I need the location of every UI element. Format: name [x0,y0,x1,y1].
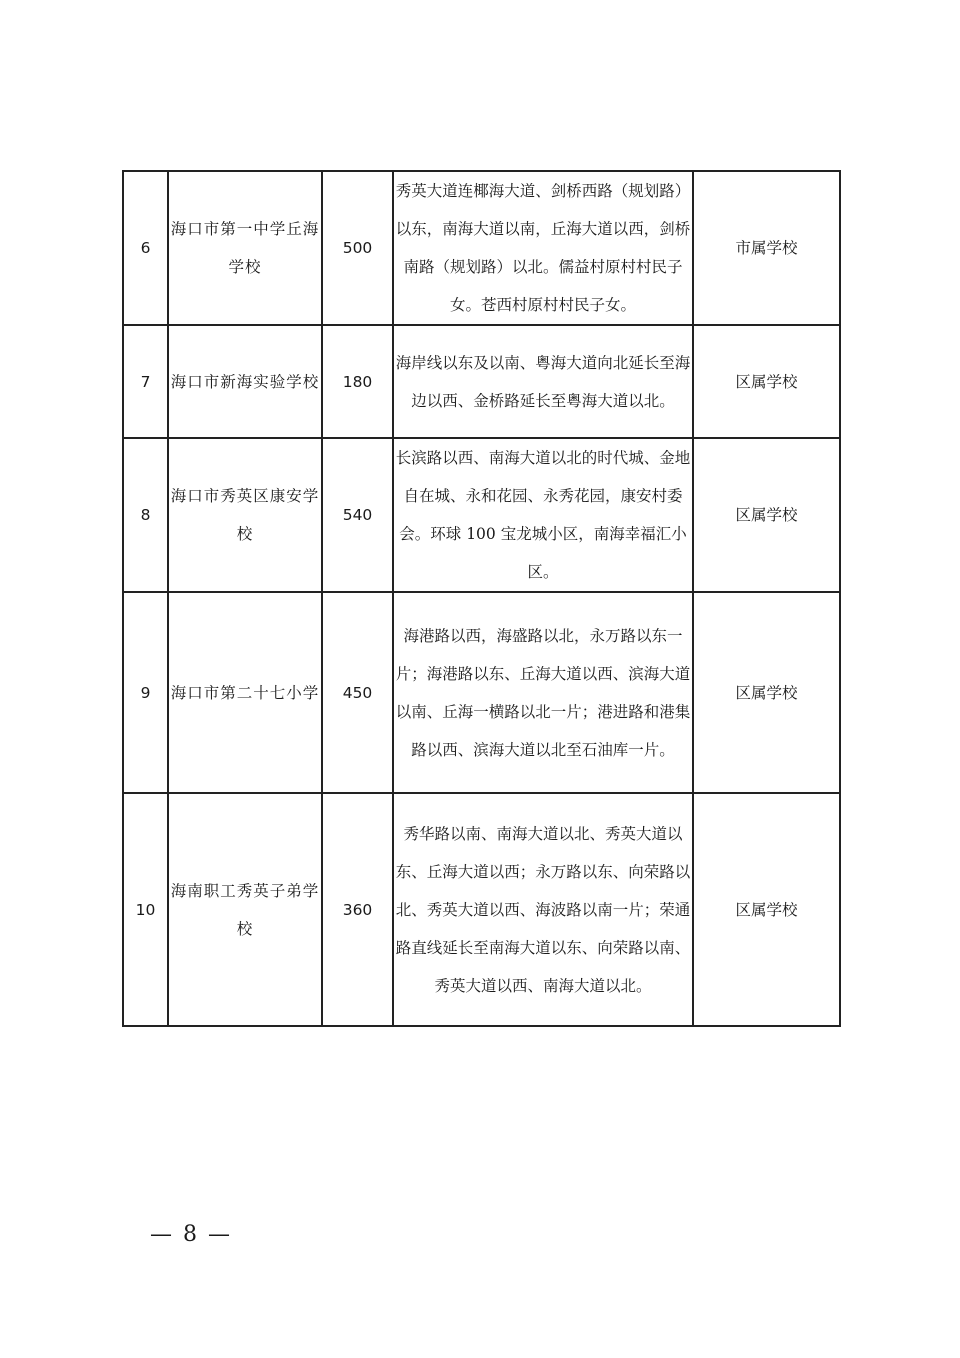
enrollment-capacity: 540 [322,438,393,592]
service-area: 长滨路以西、南海大道以北的时代城、金地自在城、永和花园、永秀花园，康安村委会。环球 100 宝龙城小区，南海幸福汇小区。 [393,438,693,592]
school-type: 区属学校 [693,438,840,592]
table-row [123,438,840,592]
row-number: 8 [123,438,168,592]
table-row [123,793,840,1026]
school-type: 区属学校 [693,325,840,438]
row-number: 9 [123,592,168,793]
school-type: 区属学校 [693,592,840,793]
service-area: 海岸线以东及以南、粤海大道向北延长至海边以西、金桥路延长至粤海大道以北。 [393,325,693,438]
service-area: 海港路以西，海盛路以北，永万路以东一片；海港路以东、丘海大道以西、滨海大道以南、丘海一横路以北一片；港进路和港集路以西、滨海大道以北至石油库一片。 [393,592,693,793]
table-row [123,592,840,793]
school-type: 区属学校 [693,793,840,1026]
row-number: 6 [123,171,168,325]
enrollment-capacity: 360 [322,793,393,1026]
enrollment-capacity: 500 [322,171,393,325]
school-name: 海南职工秀英子弟学校 [168,793,322,1026]
school-name: 海口市第一中学丘海学校 [168,171,322,325]
school-name: 海口市第二十七小学 [168,592,322,793]
row-number: 10 [123,793,168,1026]
school-name: 海口市秀英区康安学校 [168,438,322,592]
school-name: 海口市新海实验学校 [168,325,322,438]
enrollment-capacity: 180 [322,325,393,438]
table-row [123,325,840,438]
school-type: 市属学校 [693,171,840,325]
table-row [123,171,840,325]
row-number: 7 [123,325,168,438]
service-area: 秀华路以南、南海大道以北、秀英大道以东、丘海大道以西；永万路以东、向荣路以北、秀英大道以西、海波路以南一片；荣通路直线延长至南海大道以东、向荣路以南、秀英大道以西、南海大道以北。 [393,793,693,1026]
enrollment-capacity: 450 [322,592,393,793]
page-number: — 8 — [150,1222,232,1247]
school-zone-table [122,170,841,1027]
service-area: 秀英大道连椰海大道、剑桥西路（规划路）以东，南海大道以南，丘海大道以西，剑桥南路（规划路）以北。儒益村原村村民子女。苍西村原村村民子女。 [393,171,693,325]
